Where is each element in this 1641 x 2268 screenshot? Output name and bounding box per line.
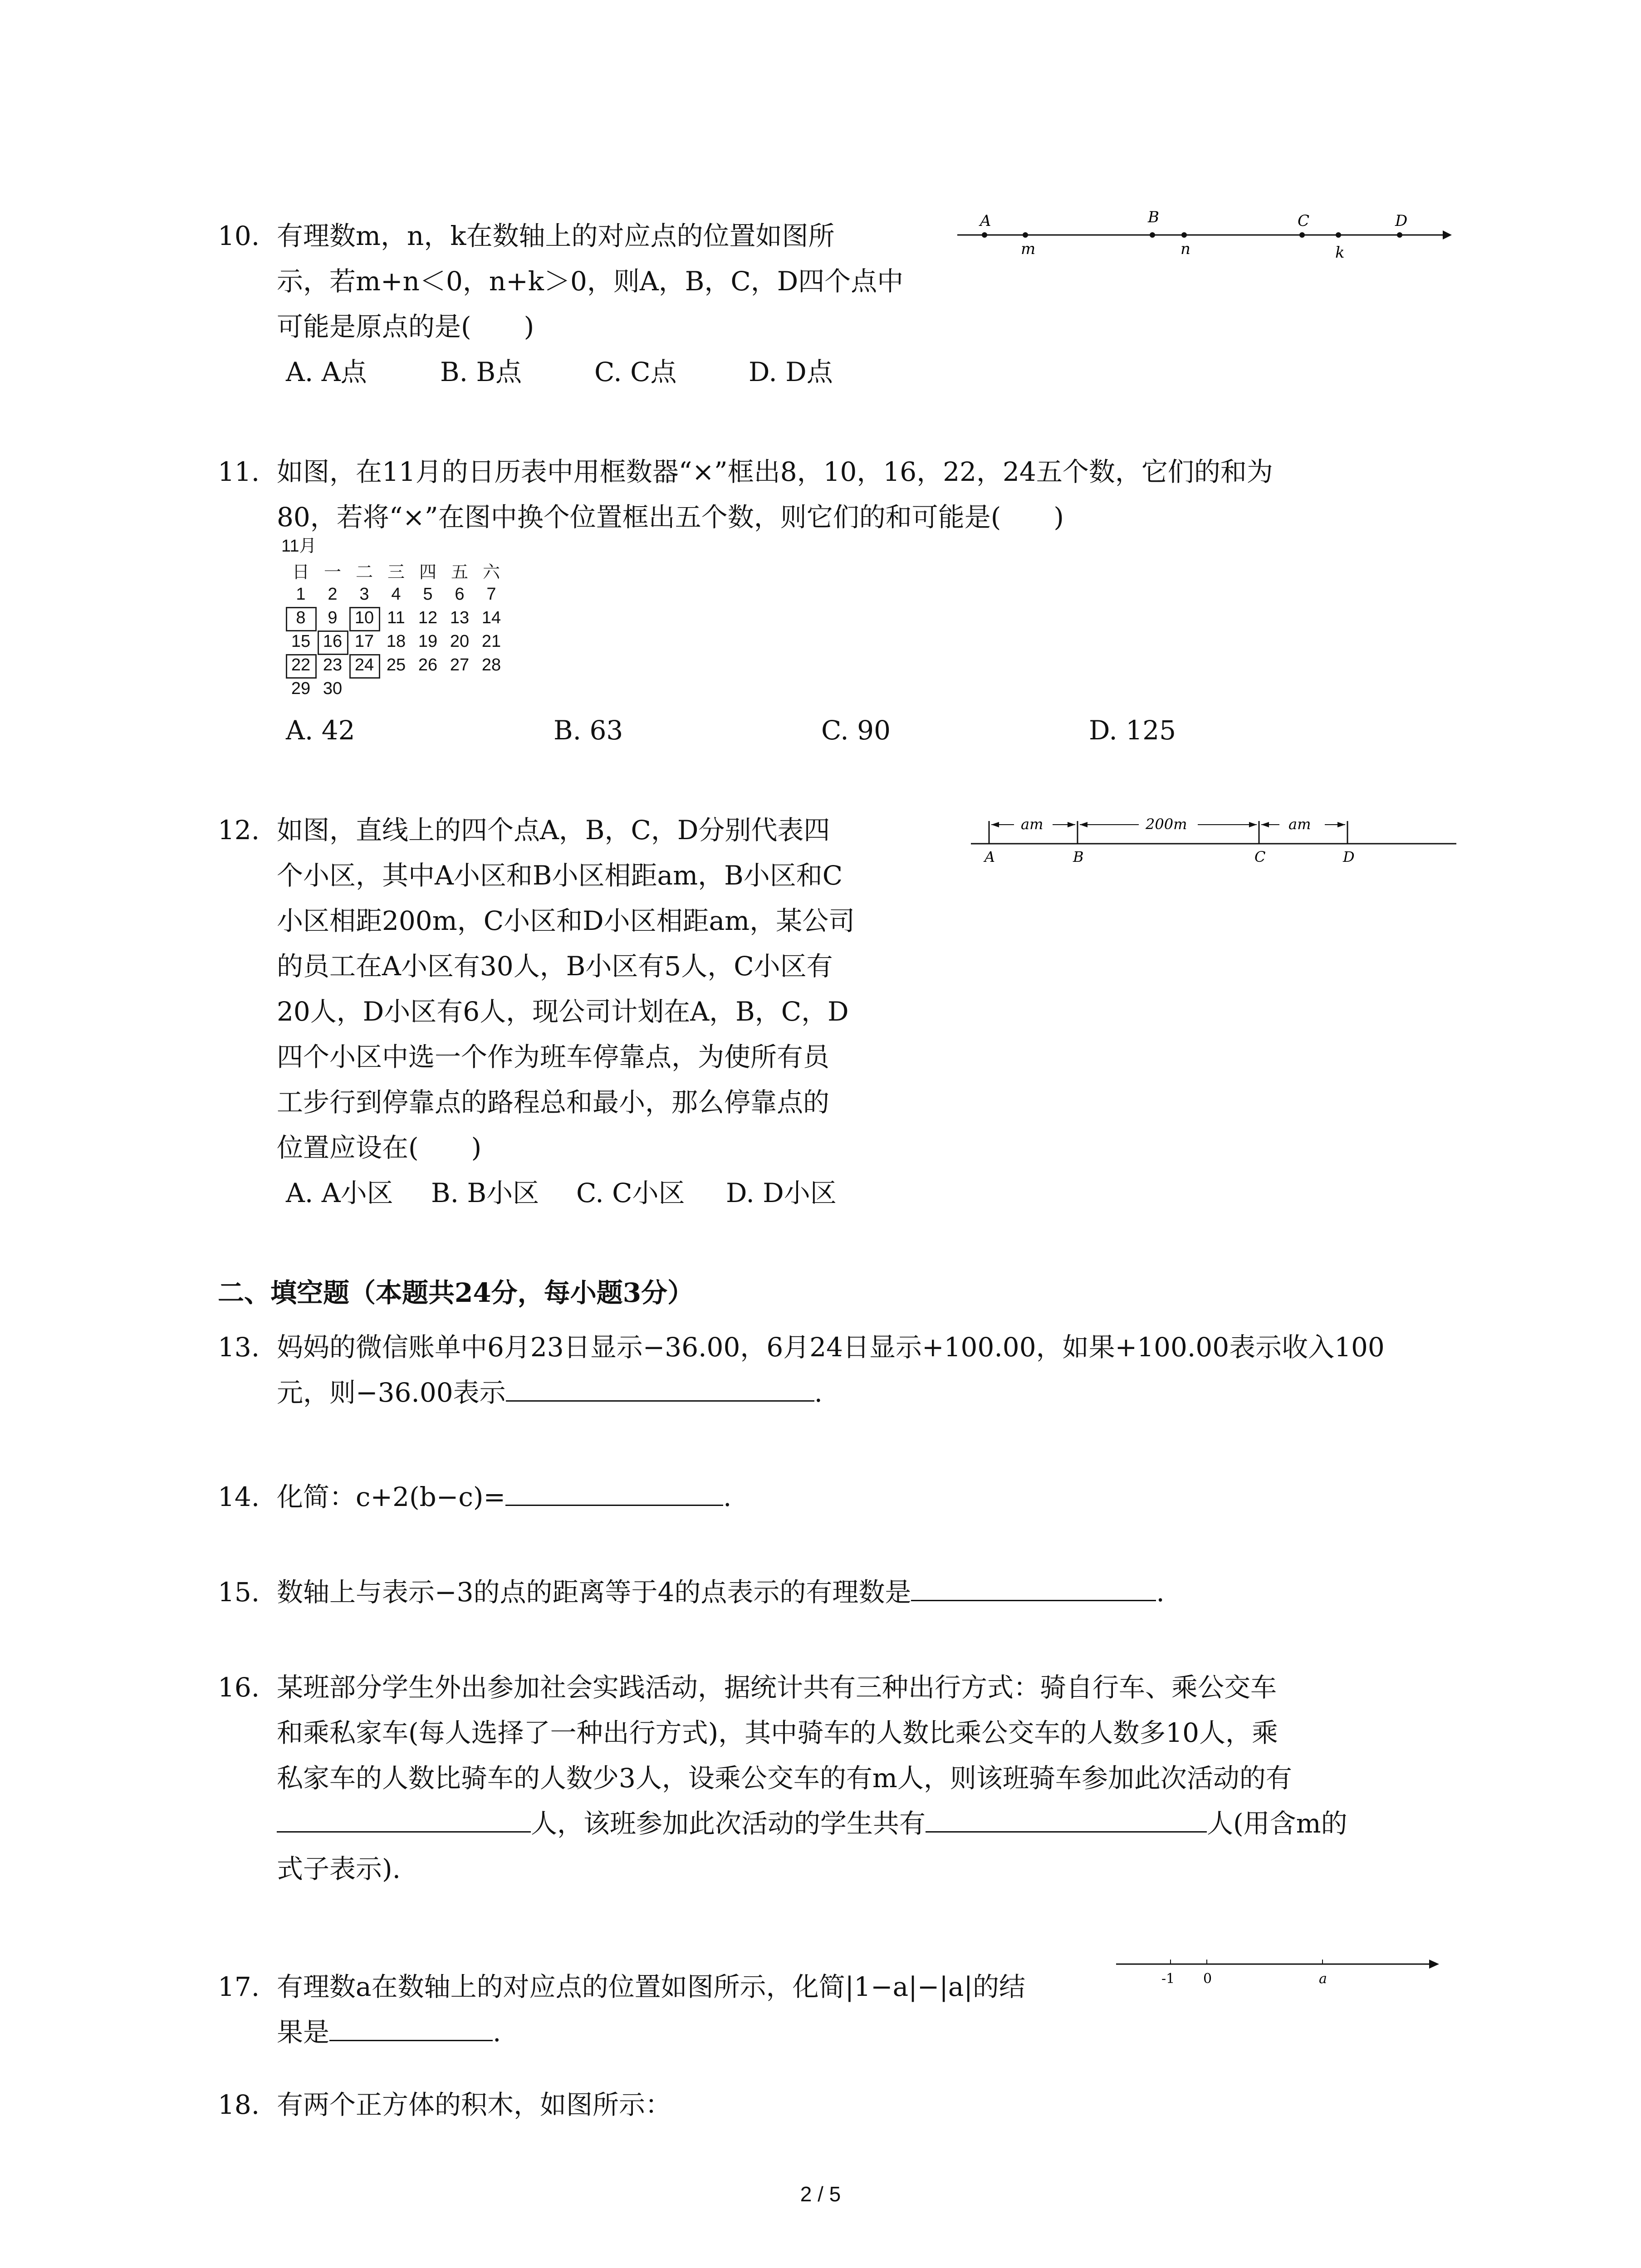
calendar-day: 17 bbox=[354, 632, 374, 651]
calendar-day: 10 bbox=[354, 608, 374, 627]
calendar-title: 11月 bbox=[281, 537, 317, 556]
q17-line-2 bbox=[277, 2009, 501, 2055]
calendar-day: 4 bbox=[391, 585, 401, 604]
q13-line-1: 妈妈的微信账单中6月23日显示−36.00，6月24日显示+100.00，如果+100.00表示收入100 bbox=[277, 1332, 1385, 1363]
q12-number: 12. bbox=[218, 815, 260, 846]
q17-number-line bbox=[1116, 1946, 1443, 1996]
q12-option-d: D. D小区 bbox=[726, 1178, 837, 1208]
seg1-label: am bbox=[1021, 816, 1043, 833]
q10-option-a: A. A点 bbox=[286, 357, 367, 387]
q15-number: 15. bbox=[218, 1577, 260, 1608]
q12-distance-diagram bbox=[971, 803, 1461, 866]
calendar-weekday: 六 bbox=[482, 563, 500, 582]
seg3-label: am bbox=[1288, 816, 1311, 833]
q16-post-text: 人(用含m的 bbox=[1207, 1808, 1347, 1839]
q11-option-d: D. 125 bbox=[1089, 715, 1176, 746]
calendar-day: 27 bbox=[450, 655, 470, 675]
q16-answer-blank-1[interactable] bbox=[277, 1804, 531, 1833]
q16-answer-blank-2[interactable] bbox=[926, 1804, 1207, 1833]
calendar-day: 5 bbox=[423, 585, 433, 604]
calendar-weekday: 三 bbox=[387, 563, 405, 582]
calendar-weekday: 五 bbox=[451, 563, 468, 582]
q12-line-2: 个小区，其中A小区和B小区相距am，B小区和C bbox=[277, 860, 843, 891]
frame-box-10 bbox=[349, 607, 380, 631]
q11-line-2: 80，若将“×”在图中换个位置框出五个数，则它们的和可能是( ) bbox=[277, 502, 1064, 533]
section-2-title: 二、填空题（本题共24分，每小题3分） bbox=[218, 1277, 694, 1308]
q12-line-8: 位置应设在( ) bbox=[277, 1132, 482, 1163]
calendar-day: 26 bbox=[418, 655, 438, 675]
label-m: m bbox=[1021, 240, 1036, 258]
q11-number: 11. bbox=[218, 456, 260, 487]
frame-box-22 bbox=[286, 654, 317, 679]
calendar-weekday: 二 bbox=[355, 563, 373, 582]
q14-line bbox=[277, 1474, 731, 1520]
q10-line-3: 可能是原点的是( ) bbox=[277, 311, 534, 342]
q16-line-4 bbox=[277, 1801, 1347, 1846]
label-d: D bbox=[1395, 212, 1408, 230]
calendar-day: 11 bbox=[387, 608, 405, 627]
q17-prefix: 果是 bbox=[277, 2017, 330, 2048]
point-b-label: B bbox=[1073, 848, 1084, 865]
point-b-dot bbox=[1150, 232, 1155, 238]
q10-option-c: C. C点 bbox=[594, 357, 677, 387]
q10-number-line bbox=[953, 204, 1452, 272]
q15-suffix: . bbox=[1156, 1577, 1165, 1608]
q17-suffix: . bbox=[493, 2017, 501, 2048]
point-a-dot bbox=[982, 232, 987, 238]
q16-number: 16. bbox=[218, 1672, 260, 1703]
q11-option-c: C. 90 bbox=[821, 715, 891, 746]
q13-answer-blank[interactable] bbox=[506, 1373, 814, 1402]
q15-prefix: 数轴上与表示−3的点的距离等于4的点表示的有理数是 bbox=[277, 1577, 911, 1608]
q18-number: 18. bbox=[218, 2089, 260, 2120]
point-d-label: D bbox=[1343, 848, 1355, 865]
q17-line-1: 有理数a在数轴上的对应点的位置如图所示，化简|1−a|−|a|的结 bbox=[277, 1971, 1026, 2002]
q11-line-1: 如图，在11月的日历表中用框数器“×”框出8，10，16，22，24五个数，它们的和为 bbox=[277, 456, 1273, 487]
q11-option-a: A. 42 bbox=[286, 715, 355, 746]
q16-line-5: 式子表示). bbox=[277, 1853, 401, 1884]
q12-option-c: C. C小区 bbox=[576, 1178, 685, 1208]
q16-line-3: 私家车的人数比骑车的人数少3人，设乘公交车的有m人，则该班骑车参加此次活动的有 bbox=[277, 1763, 1292, 1794]
label-b: B bbox=[1148, 208, 1159, 226]
calendar-day: 8 bbox=[296, 608, 306, 627]
calendar-day: 22 bbox=[291, 655, 311, 675]
calendar-day: 20 bbox=[450, 632, 470, 651]
calendar-day: 1 bbox=[296, 585, 306, 604]
tick-a: a bbox=[1319, 1971, 1327, 1987]
q17-answer-blank[interactable] bbox=[329, 2013, 493, 2041]
calendar-weekday: 日 bbox=[292, 563, 309, 582]
point-c-label: C bbox=[1254, 848, 1266, 865]
calendar-day: 29 bbox=[291, 679, 311, 698]
calendar bbox=[281, 535, 535, 708]
page-number: 2 / 5 bbox=[800, 2182, 841, 2206]
calendar-day: 30 bbox=[323, 679, 343, 698]
q16-line-2: 和乘私家车(每人选择了一种出行方式)，其中骑车的人数比乘公交车的人数多10人，乘 bbox=[277, 1717, 1279, 1748]
q14-number: 14. bbox=[218, 1481, 260, 1512]
calendar-day: 24 bbox=[354, 655, 374, 675]
q13-prefix: 元，则−36.00表示 bbox=[277, 1377, 506, 1408]
frame-box-24 bbox=[349, 654, 380, 679]
calendar-day: 15 bbox=[291, 632, 311, 651]
frame-box-16 bbox=[318, 631, 348, 655]
point-m-dot bbox=[1023, 232, 1028, 238]
q16-line-1: 某班部分学生外出参加社会实践活动，据统计共有三种出行方式：骑自行车、乘公交车 bbox=[277, 1672, 1277, 1703]
q11-option-b: B. 63 bbox=[554, 715, 623, 746]
point-a-label: A bbox=[985, 848, 995, 865]
q17-number: 17. bbox=[218, 1971, 260, 2002]
calendar-day: 13 bbox=[450, 608, 470, 627]
q18-line: 有两个正方体的积木，如图所示： bbox=[277, 2089, 672, 2120]
q12-option-a: A. A小区 bbox=[286, 1178, 393, 1208]
q10-line-1: 有理数m，n，k在数轴上的对应点的位置如图所 bbox=[277, 220, 835, 251]
calendar-day: 6 bbox=[455, 585, 465, 604]
calendar-day: 2 bbox=[328, 585, 338, 604]
calendar-day: 25 bbox=[386, 655, 406, 675]
calendar-day: 19 bbox=[418, 632, 438, 651]
q12-line-6: 四个小区中选一个作为班车停靠点，为使所有员 bbox=[277, 1041, 830, 1072]
q10-line-2: 示，若m+n＜0，n+k＞0，则A，B，C，D四个点中 bbox=[277, 266, 904, 297]
point-n-dot bbox=[1181, 232, 1187, 238]
q14-suffix: . bbox=[723, 1481, 732, 1512]
calendar-day: 3 bbox=[359, 585, 369, 604]
point-d-dot bbox=[1397, 232, 1402, 238]
q13-number: 13. bbox=[218, 1332, 260, 1363]
point-k-dot bbox=[1336, 232, 1341, 238]
q13-line-2 bbox=[277, 1370, 823, 1415]
q14-prefix: 化简：c+2(b−c)= bbox=[277, 1481, 506, 1512]
q14-answer-blank[interactable] bbox=[505, 1477, 723, 1506]
point-c-dot bbox=[1299, 232, 1305, 238]
q15-answer-blank[interactable] bbox=[911, 1573, 1156, 1601]
tick-neg1: -1 bbox=[1161, 1971, 1175, 1987]
calendar-day: 12 bbox=[418, 608, 438, 627]
q15-line bbox=[277, 1569, 1165, 1615]
q12-line-3: 小区相距200m，C小区和D小区相距am，某公司 bbox=[277, 905, 855, 936]
label-k: k bbox=[1335, 244, 1345, 262]
calendar-day: 16 bbox=[323, 632, 343, 651]
calendar-day: 14 bbox=[481, 608, 501, 627]
q10-number: 10. bbox=[218, 220, 260, 251]
calendar-day: 23 bbox=[323, 655, 343, 675]
label-n: n bbox=[1181, 240, 1190, 258]
label-c: C bbox=[1298, 212, 1310, 230]
q10-option-d: D. D点 bbox=[749, 357, 833, 387]
seg2-label: 200m bbox=[1146, 816, 1187, 833]
calendar-day: 28 bbox=[481, 655, 501, 675]
q13-suffix: . bbox=[814, 1377, 823, 1408]
calendar-day: 18 bbox=[386, 632, 406, 651]
q12-option-b: B. B小区 bbox=[431, 1178, 539, 1208]
tick-zero: 0 bbox=[1203, 1971, 1212, 1987]
calendar-weekday: 四 bbox=[419, 563, 436, 582]
q12-line-1: 如图，直线上的四个点A，B，C，D分别代表四 bbox=[277, 815, 830, 846]
frame-box-8 bbox=[286, 607, 317, 631]
calendar-day: 9 bbox=[328, 608, 338, 627]
calendar-day: 21 bbox=[481, 632, 501, 651]
q16-mid-text: 人，该班参加此次活动的学生共有 bbox=[531, 1808, 926, 1839]
q12-line-5: 20人，D小区有6人，现公司计划在A，B，C，D bbox=[277, 996, 849, 1027]
q12-line-7: 工步行到停靠点的路程总和最小，那么停靠点的 bbox=[277, 1087, 830, 1118]
calendar-day: 7 bbox=[486, 585, 496, 604]
label-a: A bbox=[980, 212, 991, 230]
q12-line-4: 的员工在A小区有30人，B小区有5人，C小区有 bbox=[277, 951, 833, 982]
q10-option-b: B. B点 bbox=[440, 357, 522, 387]
calendar-weekday: 一 bbox=[323, 563, 341, 582]
